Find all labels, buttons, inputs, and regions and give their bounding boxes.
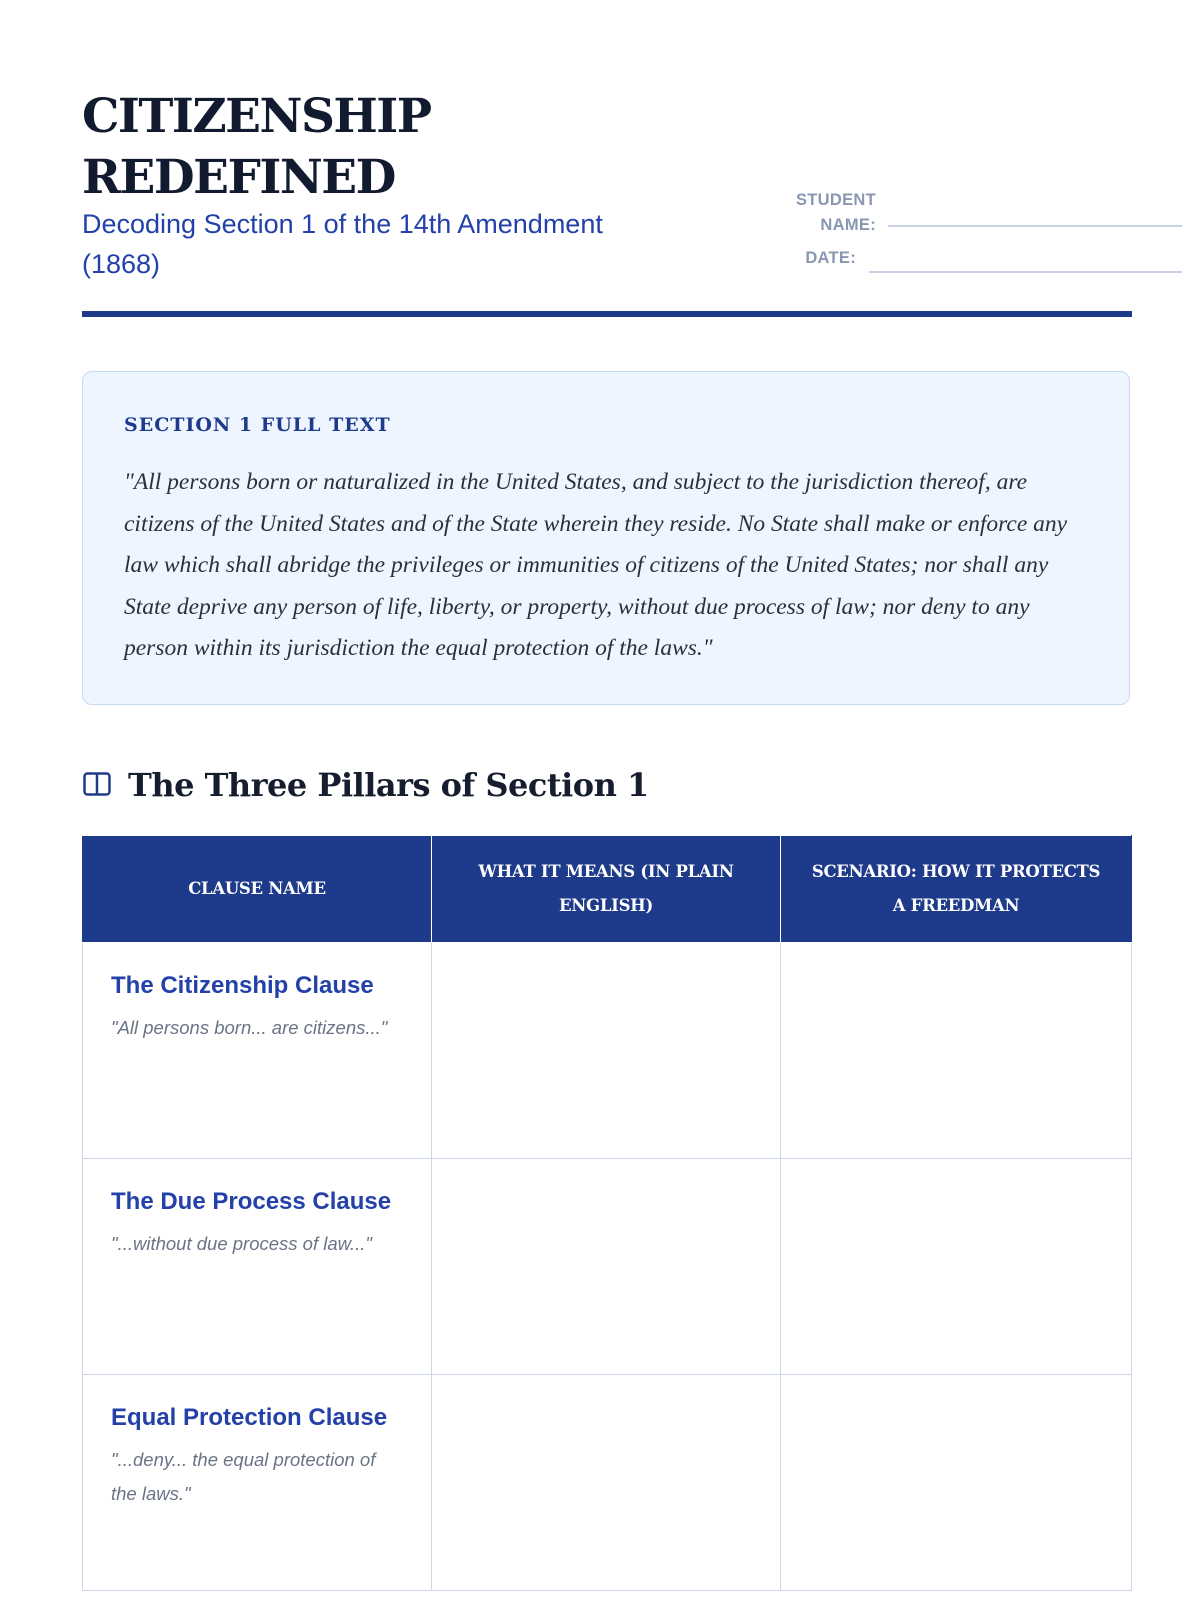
meaning-answer-cell[interactable] [432, 943, 781, 1159]
scenario-answer-cell[interactable] [781, 1375, 1132, 1591]
clause-cell [83, 943, 432, 1159]
full-text-quote: "All persons born or naturalized in the United States, and subject to the jurisdiction thereof, are citizens of the United States and of the State wherein they reside. No State shall make or enforce any law which shall abridge the privileges or immunities of citizens of the United States; nor shall any State deprive any person of life, liberty, or property, without due process of law; nor deny to any person within its jurisdiction the equal protection of the laws." [124, 469, 1068, 661]
pillars-table [82, 835, 1132, 1591]
pillars-section-heading [82, 762, 1132, 812]
clause-cell [83, 1159, 432, 1375]
header-divider [82, 311, 1132, 317]
clause-name: The Due Process Clause [111, 1188, 392, 1215]
table-row [83, 1375, 1132, 1591]
page-title: CITIZENSHIP REDEFINED [82, 89, 431, 205]
columns-icon [83, 772, 111, 796]
scenario-answer-cell[interactable] [781, 943, 1132, 1159]
student-name-label [732, 188, 876, 238]
student-name-label-line1: STUDENT [795, 191, 876, 209]
clause-cell [83, 1375, 432, 1591]
section-title: The Three Pillars of Section 1 [128, 766, 649, 804]
date-field [732, 246, 1132, 276]
table-header-row [83, 836, 1132, 943]
table-row [83, 1159, 1132, 1375]
page-subtitle: Decoding Section 1 of the 14th Amendment (1868) [82, 209, 603, 279]
clause-quote: "...without due process of law..." [111, 1233, 372, 1254]
clause-quote: "...deny... the equal protection of the laws." [111, 1449, 376, 1504]
meaning-answer-cell[interactable] [432, 1375, 781, 1591]
date-label: DATE: [805, 249, 856, 267]
column-header-scenario: SCENARIO: HOW IT PROTECTS A FREEDMAN [781, 836, 1132, 943]
clause-name: Equal Protection Clause [111, 1404, 388, 1431]
meaning-answer-cell[interactable] [432, 1159, 781, 1375]
student-name-label-line2: NAME: [820, 216, 876, 234]
student-name-input-line[interactable] [888, 225, 1182, 227]
column-header-clause-name: CLAUSE NAME [83, 836, 432, 943]
scenario-answer-cell[interactable] [781, 1159, 1132, 1375]
clause-name: The Citizenship Clause [111, 972, 374, 999]
worksheet-header [82, 86, 1132, 316]
full-text-label: SECTION 1 FULL TEXT [124, 414, 391, 436]
clause-quote: "All persons born... are citizens..." [111, 1017, 388, 1038]
column-header-meaning: WHAT IT MEANS (IN PLAIN ENGLISH) [432, 836, 781, 943]
full-text-box [82, 371, 1130, 705]
date-input-line[interactable] [869, 271, 1182, 273]
table-row [83, 943, 1132, 1159]
student-name-field [732, 188, 1132, 238]
